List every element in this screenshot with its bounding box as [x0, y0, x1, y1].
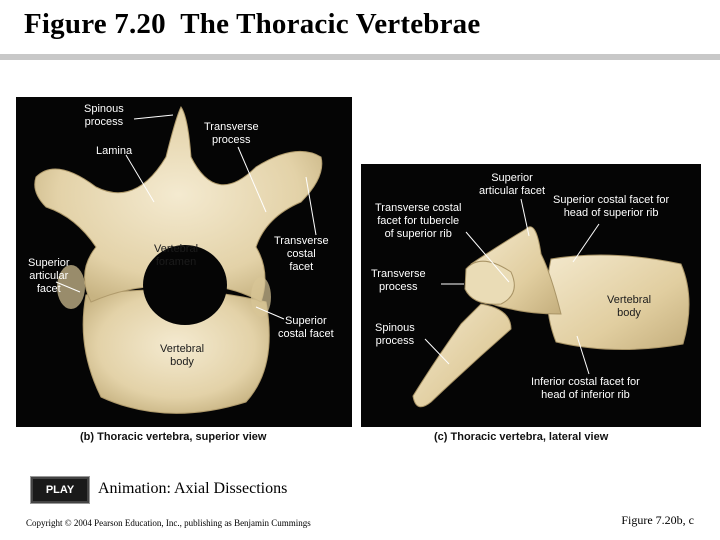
- label-spinous-process-b: Spinous process: [84, 103, 124, 128]
- superior-view-photo: [16, 97, 352, 427]
- label-transverse-process-c: Transverse process: [371, 268, 426, 293]
- label-superior-articular-facet-c: Superior articular facet: [479, 172, 546, 197]
- slide-title: Figure 7.20 The Thoracic Vertebrae: [24, 8, 481, 40]
- label-spinous-process-c: Spinous process: [375, 322, 415, 347]
- animation-title: Animation: Axial Dissections: [98, 480, 288, 497]
- play-button[interactable]: PLAY: [30, 476, 90, 504]
- label-superior-articular-facet-b: Superior articular facet: [28, 257, 70, 295]
- copyright-notice: Copyright © 2004 Pearson Education, Inc., publishing as Benjamin Cummings: [26, 518, 311, 528]
- label-transverse-costal-facet: Transverse costal facet: [274, 235, 329, 273]
- label-superior-costal-facet: Superior costal facet: [278, 315, 334, 340]
- label-transverse-process-b: Transverse process: [204, 121, 259, 146]
- lateral-view-photo: [361, 164, 701, 427]
- caption-lateral-view: (c) Thoracic vertebra, lateral view: [434, 431, 609, 443]
- label-vertebral-body-b: Vertebral body: [160, 343, 205, 368]
- title-divider-bar: [0, 54, 720, 60]
- figure-reference: Figure 7.20b, c: [621, 513, 694, 527]
- label-inferior-costal-facet-head: Inferior costal facet for head of inferior rib: [531, 376, 640, 401]
- label-superior-costal-facet-head: Superior costal facet for head of superior rib: [553, 194, 670, 219]
- label-vertebral-foramen: Vertebral foramen: [154, 243, 199, 268]
- label-transverse-costal-facet-tubercle: Transverse costal facet for tubercle of superior rib: [375, 202, 462, 240]
- label-lamina: Lamina: [96, 145, 133, 157]
- label-vertebral-body-c: Vertebral body: [607, 294, 652, 319]
- caption-superior-view: (b) Thoracic vertebra, superior view: [80, 431, 267, 443]
